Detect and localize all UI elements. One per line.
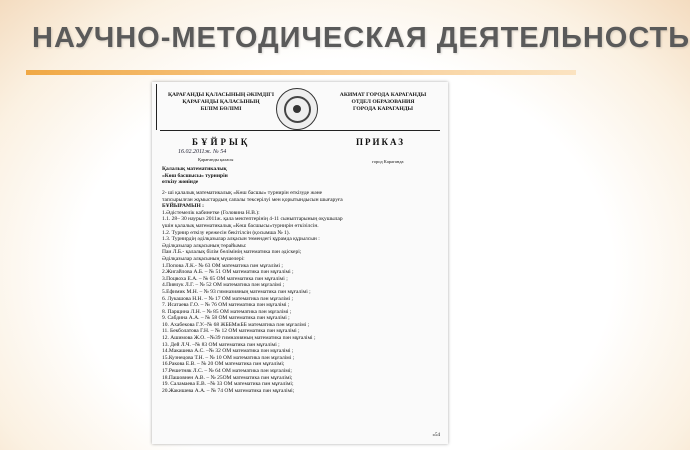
header-right <box>324 92 442 113</box>
order-body-line: 1.Попова Л.К.- № 63 ОМ математика пән мұғалімі ; <box>162 262 283 269</box>
header-left <box>162 92 280 113</box>
slide-title: НАУЧНО-МЕТОДИЧЕСКАЯ ДЕЯТЕЛЬНОСТЬ <box>32 22 690 54</box>
city-kz: Қарағанды қаласы <box>198 157 234 162</box>
order-body-line: Әділқазылар алқасының мүшелері: <box>162 255 245 262</box>
scanned-order-document <box>152 82 448 444</box>
order-title-ru: ПРИКАЗ <box>356 137 406 147</box>
order-body-line: тапсырылған жұмыстардың сапалы тексерілуі мен қорытындысын шығаруға <box>162 196 343 203</box>
order-body-line: 8. Парщина Л.Н. – № 85 ОМ математика пән мұғалімі ; <box>162 308 292 315</box>
subject-line: Қалалық математикалық <box>162 166 227 172</box>
order-body-line: 9. Сабдина А.А. – № 58 ОМ математика пән мұғалімі ; <box>162 315 290 322</box>
order-body-line: 12. Ашимова Ж.О. –№39 гимназияның математика пән мұғалімі ; <box>162 335 316 342</box>
header-right-line: АКИМАТ ГОРОДА КАРАГАНДЫ <box>339 92 427 98</box>
order-body-line: 1.3. Турнирдің әділқазылар алқасын төмендегі құрамда құрылсын : <box>162 236 320 243</box>
order-body-line: 18.Пашовнен А.В. – № 25ОМ математика пән мұғалімі; <box>162 374 293 381</box>
subject-line: өткізу жөнінде <box>162 179 199 185</box>
order-body-line: Әділқазылар алқасының төрайымы: <box>162 242 247 249</box>
order-body-line: 15.Кузнецова Т.Н. – № 10 ОМ математика пән мұғалімі ; <box>162 354 295 361</box>
header-right-line: ГОРОДА КАРАГАНДЫ <box>352 106 414 112</box>
order-body-line: 19. Саламаева Е.В. –№ 33 ОМ математика пән мұғалімі; <box>162 381 294 388</box>
state-emblem-icon <box>276 88 318 130</box>
order-body-line: 14.Макашева А.С. –№ 32 ОМ математика пән мұғалімі ; <box>162 348 294 355</box>
header-left-line: ҚАРАҒАНДЫ ҚАЛАСЫНЫҢ ӘКІМДІГІ <box>167 92 275 98</box>
order-body-line: 16.Ракова Е.В. – № 20 ОМ математика пән мұғалімі; <box>162 361 285 368</box>
title-underline <box>26 70 576 75</box>
order-body-line: 20.Жакишева А.А. – № 74 ОМ математика пән мұғалімі; <box>162 387 295 394</box>
header-right-line: ОТДЕЛ ОБРАЗОВАНИЯ <box>351 99 415 105</box>
subject-line: «Көш басшысы» турнирін <box>162 172 228 179</box>
order-body-line: 1.1. 28– 30 наурыз 2011ж. қала мектептерінің 4-11 сыныптарының оқушылар <box>162 216 343 223</box>
page-number: »54 <box>432 433 440 438</box>
order-body-line: 3.Поцвоха Е.А. – № 65 ОМ математика пән мұғалімі ; <box>162 275 288 282</box>
order-body-line: 13. Дей Л.Ч. –№ 83 ОМ математика пән мұғалімі ; <box>162 341 280 348</box>
order-body-line: Паи Л.Б.- қалалық білім бөлімінің математика пән әдіскері; <box>162 249 302 256</box>
order-body-line: 7. Исатаева Г.О. – № 76 ОМ математика пән мұғалімі ; <box>162 302 290 309</box>
order-body-line: үшін қалалық математикалық «Көш басшысы»турнирін өткізілсін. <box>162 222 319 229</box>
order-body-line: БҰЙЫРАМЫН : <box>162 203 204 210</box>
order-body-line: 1.2. Турнир өткізу ережесін бекітілсін (қосымша № 1). <box>162 229 290 236</box>
header-divider <box>160 130 440 131</box>
order-body-line: 4.Пивчук Л.Г. – № 52 ОМ математика пән мұғалімі ; <box>162 282 285 289</box>
order-body-line: 2.Жигайлова А.Б. – № 51 ОМ математика пән мұғалімі ; <box>162 269 294 276</box>
header-left-line: БІЛІМ БӨЛІМІ <box>200 106 242 112</box>
order-date: 16.02.2011ж. № 54 <box>178 149 227 155</box>
order-body-line: 2- ші қалалық математикалық «Көш басшы» турнирін өткізуде және <box>162 190 323 196</box>
order-body-line: 17.Решетняк Л.С. – № 64 ОМ математика пән мұғалімі; <box>162 368 292 375</box>
order-body-line: 11. Бекболатова Г.Н. – № 12 ОМ математика пән мұғалімі ; <box>162 328 300 335</box>
order-title-kz: БҰЙРЫҚ <box>192 137 251 147</box>
city-ru: город Караганда <box>372 159 404 164</box>
order-body <box>162 190 442 394</box>
order-subject <box>162 166 252 186</box>
order-body-line: 5.Ефимик М.Н. – № 93 гимназияның математика пән мұғалімі ; <box>162 288 311 295</box>
order-body-line: 1.Әдістемелік кабинетке (Головина Н.В.): <box>162 209 260 216</box>
header-left-line: ҚАРАҒАНДЫ ҚАЛАСЫНЫҢ <box>182 99 260 105</box>
order-body-line: 6. Лукашова Н.Н. – № 17 ОМ математика пән мұғалімі ; <box>162 295 294 302</box>
order-body-line: 10. Ахабекова Г.У.–№ 68 ЖББМжББ математика пән мұғалімі ; <box>162 321 310 328</box>
